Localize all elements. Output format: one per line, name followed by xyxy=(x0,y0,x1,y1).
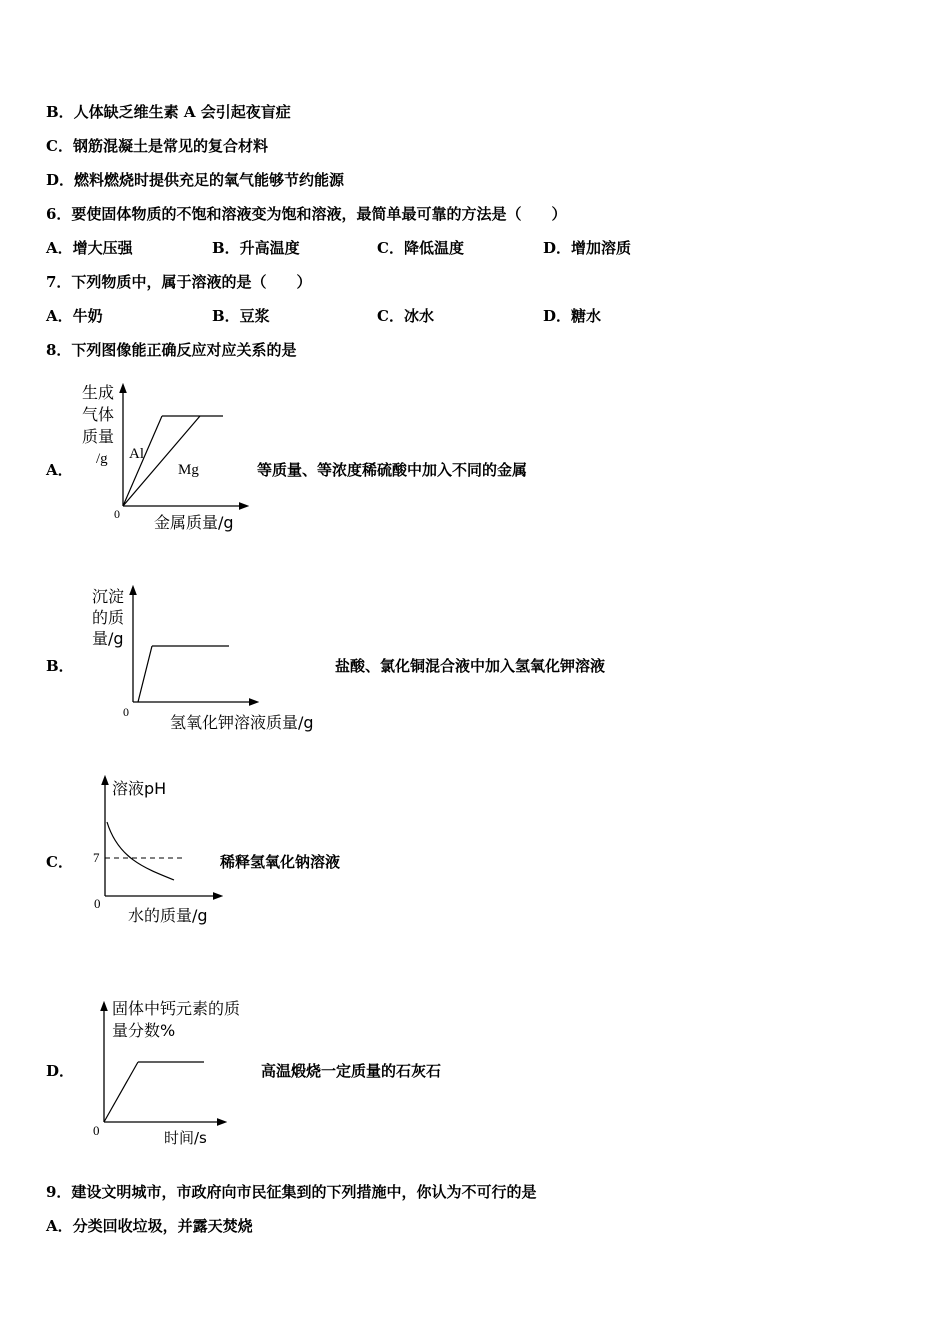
q7-option-c: C．冰水 xyxy=(377,307,434,325)
graph-c xyxy=(88,772,228,930)
graph-b xyxy=(88,582,338,738)
graph-a-origin: 0 xyxy=(114,507,120,521)
graph-c-tick-7: 7 xyxy=(93,850,100,865)
question-7: 7．下列物质中，属于溶液的是（ ） xyxy=(46,273,312,291)
graph-a-ylabel-1: 生成 xyxy=(82,383,115,402)
graph-b-origin: 0 xyxy=(123,705,129,719)
graph-b-ylabel-3: 量/g xyxy=(92,629,124,648)
graph-d-caption: 高温煅烧一定质量的石灰石 xyxy=(261,1062,442,1080)
graph-b-ylabel-2: 的质 xyxy=(92,608,125,627)
q9-option-a: A．分类回收垃圾，并露天焚烧 xyxy=(46,1217,253,1235)
graph-c-xlabel: 水的质量/g xyxy=(128,906,208,925)
graph-a-xlabel: 金属质量/g xyxy=(154,513,234,532)
graph-d-origin: 0 xyxy=(93,1123,100,1138)
q6-option-b: B．升高温度 xyxy=(212,239,300,257)
question-8: 8．下列图像能正确反应对应关系的是 xyxy=(46,341,297,359)
graph-d-letter: D． xyxy=(46,1062,75,1080)
q6-option-a: A．增大压强 xyxy=(46,239,133,257)
graph-b-ylabel-1: 沉淀 xyxy=(92,587,125,606)
q7-option-b: B．豆浆 xyxy=(212,307,270,325)
graph-a-letter: A． xyxy=(46,461,73,479)
graph-b-caption: 盐酸、氯化铜混合液中加入氢氧化钾溶液 xyxy=(335,657,606,675)
graph-d-rise xyxy=(104,1062,138,1122)
graph-a xyxy=(78,376,258,536)
graph-d-ylabel-1: 固体中钙元素的质 xyxy=(112,999,241,1018)
q7-option-a: A．牛奶 xyxy=(46,307,103,325)
graph-c-ylabel: 溶液pH xyxy=(112,779,167,798)
graph-d-xlabel: 时间/s xyxy=(164,1129,207,1147)
question-9: 9．建设文明城市，市政府向市民征集到的下列措施中，你认为不可行的是 xyxy=(46,1183,537,1201)
graph-a-al-label: Al xyxy=(129,446,144,462)
graph-c-origin: 0 xyxy=(94,896,101,911)
graph-c-curve xyxy=(107,822,174,880)
graph-b-rise xyxy=(138,646,152,702)
graph-a-ylabel-4: /g xyxy=(96,451,108,467)
graph-a-caption: 等质量、等浓度稀硫酸中加入不同的金属 xyxy=(257,461,528,479)
graph-b-xlabel: 氢氧化钾溶液质量/g xyxy=(170,713,314,732)
option-d-fuel: D．燃料燃烧时提供充足的氧气能够节约能源 xyxy=(46,171,345,189)
option-c-concrete: C．钢筋混凝土是常见的复合材料 xyxy=(46,137,268,155)
option-b-vitamin: B．人体缺乏维生素 A 会引起夜盲症 xyxy=(46,103,291,121)
graph-a-ylabel-3: 质量 xyxy=(82,427,115,446)
graph-a-mg-label: Mg xyxy=(178,462,199,478)
graph-b-letter: B． xyxy=(46,657,74,675)
graph-d-ylabel-2: 量分数% xyxy=(112,1021,176,1040)
graph-c-caption: 稀释氢氧化钠溶液 xyxy=(220,853,341,871)
q6-option-c: C．降低温度 xyxy=(377,239,464,257)
graph-c-letter: C． xyxy=(46,853,73,871)
question-6: 6．要使固体物质的不饱和溶液变为饱和溶液，最简单最可靠的方法是（ ） xyxy=(46,205,567,223)
q6-option-d: D．增加溶质 xyxy=(543,239,632,257)
q7-option-d: D．糖水 xyxy=(543,307,602,325)
graph-d xyxy=(88,996,268,1146)
graph-a-ylabel-2: 气体 xyxy=(82,405,115,424)
